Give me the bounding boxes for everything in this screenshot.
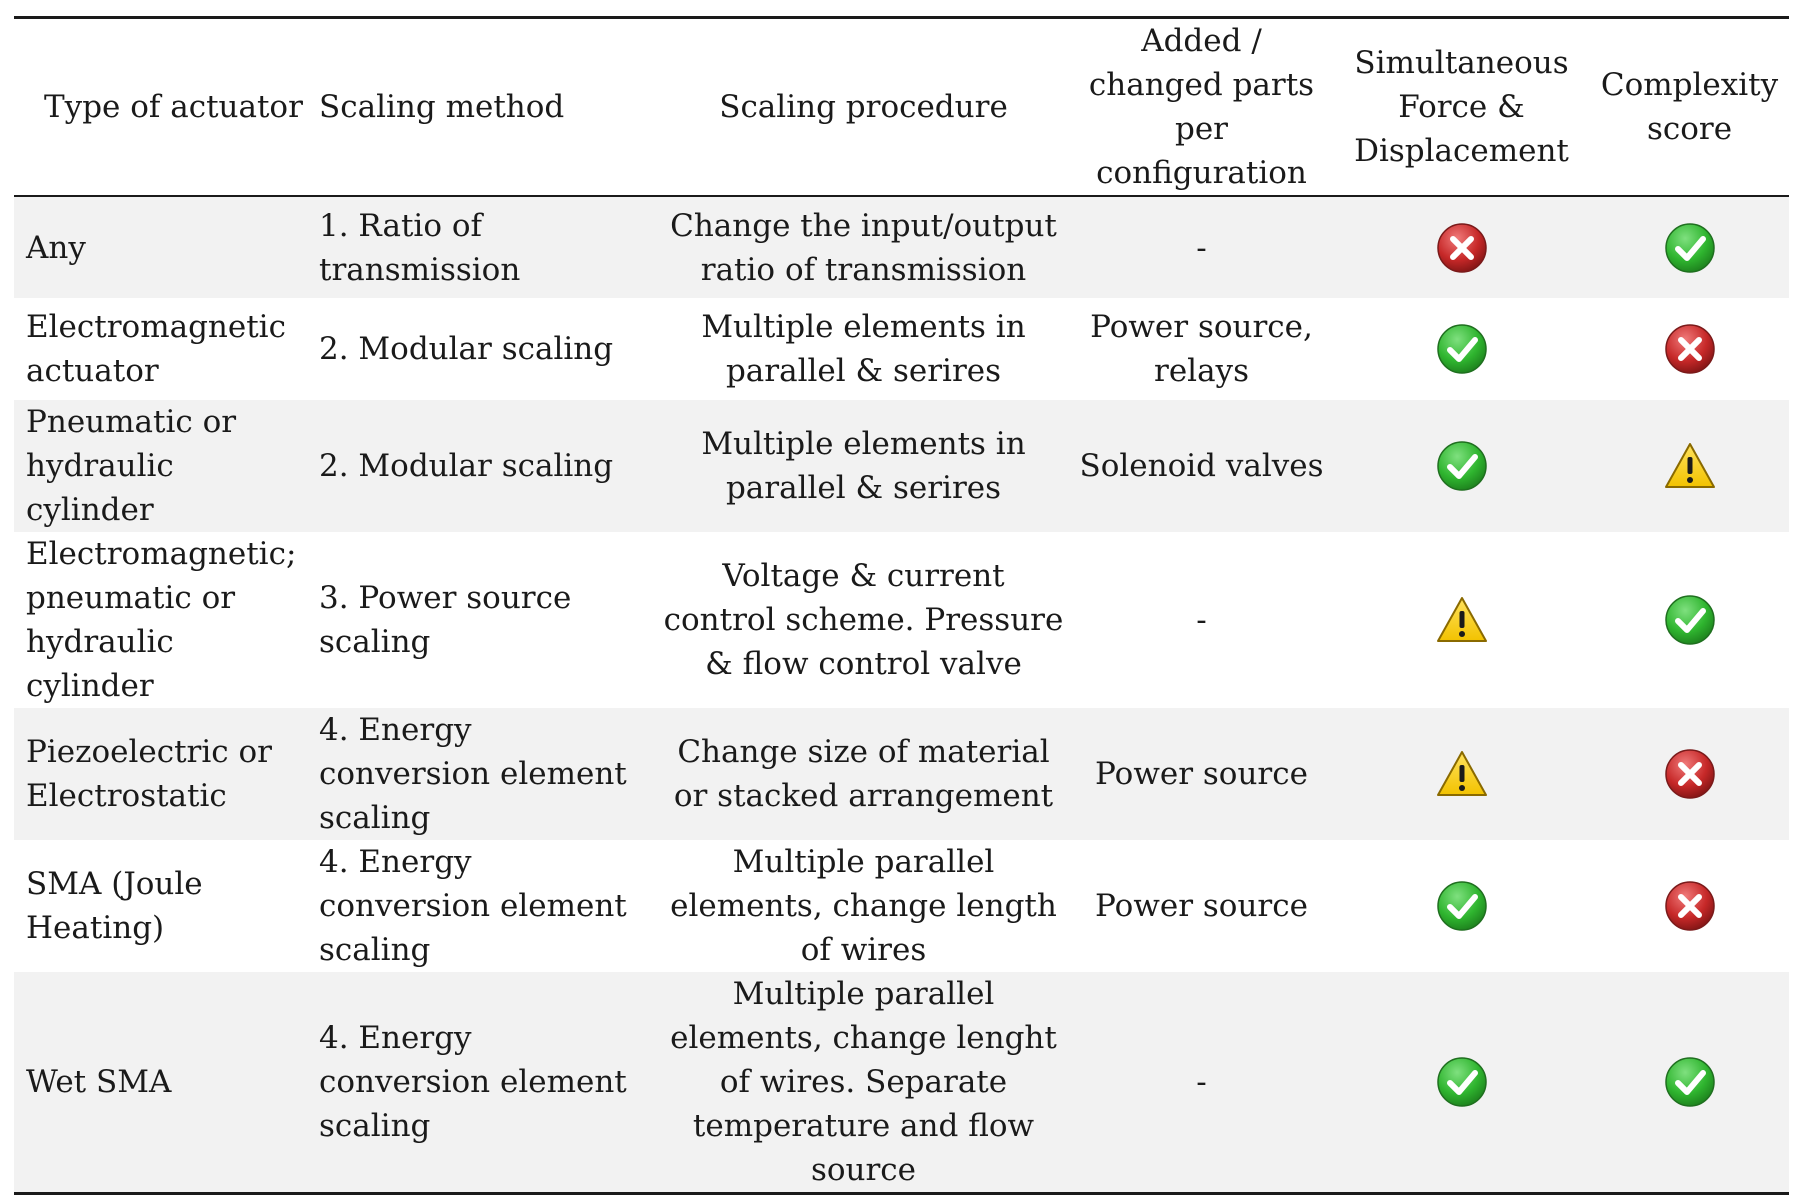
- actuator-type-cell: SMA (Joule Heating): [26, 866, 203, 946]
- actuator-type-cell: Piezoelectric or Electrostatic: [26, 734, 272, 814]
- header-added-changed-parts: Added / changed parts per configuration: [1088, 23, 1315, 191]
- check-icon: [1663, 1063, 1717, 1099]
- check-icon: [1435, 447, 1489, 483]
- scaling-procedure-cell: Change size of material or stacked arrangement: [673, 734, 1054, 814]
- cross-icon: [1663, 887, 1717, 923]
- complexity-cell: [1590, 400, 1789, 532]
- scaling-procedure-cell: Multiple parallel elements, change length of wires: [670, 844, 1057, 968]
- actuator-type-cell: Electromagnetic; pneumatic or hydraulic cylinder: [26, 536, 297, 704]
- table-row: [14, 196, 1789, 298]
- table-row: [14, 840, 1789, 972]
- header-scaling-procedure: Scaling procedure: [719, 89, 1008, 125]
- added-parts-cell: Solenoid valves: [1079, 448, 1324, 484]
- warning-icon: [1663, 447, 1717, 483]
- header-scaling-method: Scaling method: [319, 89, 565, 125]
- header-complexity-score: Complexity score: [1600, 67, 1779, 147]
- scaling-method-cell: 3. Power source scaling: [319, 580, 572, 660]
- check-icon: [1435, 330, 1489, 366]
- added-parts-cell: -: [1196, 602, 1207, 638]
- scaling-procedure-cell: Multiple elements in parallel & serires: [701, 426, 1026, 506]
- scaling-method-cell: 4. Energy conversion element scaling: [319, 712, 627, 836]
- scaling-procedure-cell: Multiple parallel elements, change lenght of wires. Separate temperature and flow source: [670, 976, 1057, 1188]
- actuator-scaling-table: [14, 16, 1789, 1195]
- check-icon: [1435, 887, 1489, 923]
- actuator-type-cell: Electromagnetic actuator: [26, 309, 286, 389]
- added-parts-cell: -: [1196, 1064, 1207, 1100]
- force-displacement-cell: [1333, 400, 1590, 532]
- table-row: [14, 708, 1789, 840]
- check-icon: [1663, 228, 1717, 264]
- scaling-method-cell: 2. Modular scaling: [319, 448, 614, 484]
- check-icon: [1663, 601, 1717, 637]
- scaling-procedure-cell: Change the input/output ratio of transmission: [670, 207, 1057, 288]
- scaling-method-cell: 4. Energy conversion element scaling: [319, 844, 627, 968]
- scaling-method-cell: 2. Modular scaling: [319, 331, 614, 367]
- added-parts-cell: Power source: [1095, 756, 1308, 792]
- force-displacement-cell: [1333, 840, 1590, 972]
- actuator-type-cell: Any: [26, 229, 86, 266]
- scaling-method-cell: 1. Ratio of transmission: [319, 207, 521, 288]
- added-parts-cell: -: [1196, 229, 1207, 266]
- scaling-procedure-cell: Voltage & current control scheme. Pressure & flow control valve: [663, 558, 1064, 682]
- cross-icon: [1435, 228, 1489, 264]
- complexity-cell: [1590, 196, 1789, 298]
- header-row: [14, 18, 1789, 197]
- complexity-cell: [1590, 840, 1789, 972]
- complexity-cell: [1590, 972, 1789, 1194]
- added-parts-cell: Power source: [1095, 888, 1308, 924]
- added-parts-cell: Power source, relays: [1090, 309, 1313, 389]
- scaling-method-cell: 4. Energy conversion element scaling: [319, 1020, 627, 1144]
- force-displacement-cell: [1333, 298, 1590, 400]
- complexity-cell: [1590, 708, 1789, 840]
- header-simultaneous-force-displacement: Simultaneous Force & Displacement: [1354, 45, 1569, 169]
- cross-icon: [1663, 755, 1717, 791]
- check-icon: [1435, 1063, 1489, 1099]
- complexity-cell: [1590, 532, 1789, 708]
- warning-icon: [1435, 755, 1489, 791]
- actuator-type-cell: Wet SMA: [26, 1064, 172, 1100]
- force-displacement-cell: [1333, 708, 1590, 840]
- force-displacement-cell: [1333, 972, 1590, 1194]
- actuator-type-cell: Pneumatic or hydraulic cylinder: [26, 404, 237, 528]
- table-row: [14, 298, 1789, 400]
- table-row: [14, 972, 1789, 1194]
- scaling-procedure-cell: Multiple elements in parallel & serires: [701, 309, 1026, 389]
- warning-icon: [1435, 601, 1489, 637]
- force-displacement-cell: [1333, 196, 1590, 298]
- cross-icon: [1663, 330, 1717, 366]
- table-row: [14, 400, 1789, 532]
- complexity-cell: [1590, 298, 1789, 400]
- table-row: [14, 532, 1789, 708]
- force-displacement-cell: [1333, 532, 1590, 708]
- header-type-of-actuator: Type of actuator: [44, 89, 303, 125]
